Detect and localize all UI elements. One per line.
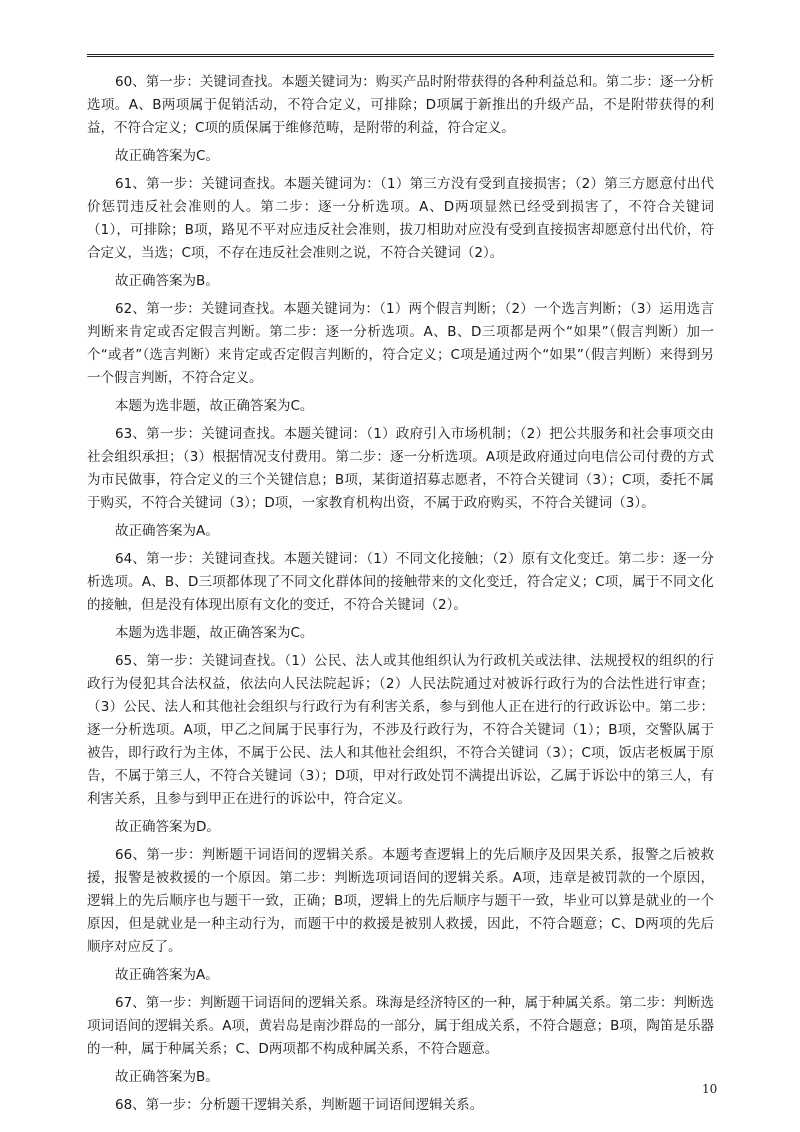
answer-explanation-61: 61、第一步：关键词查找。本题关键词为：（1）第三方没有受到直接损害；（2）第三方愿意付出代价惩罚违反社会准则的人。第二步：逐一分析选项。A、D两项显然已经受到损害了，不符合关键词（1），可排除；B项，路见不平对应违反社会准则，拔刀相助对应没有受到直接损害却愿意付出代价，符合定义，当选；C项，不存在违反社会准则之说，不符合关键词（2）。 xyxy=(87,176,714,261)
answer-explanation-67: 67、第一步：判断题干词语间的逻辑关系。珠海是经济特区的一种，属于种属关系。第二步：判断选项词语间的逻辑关系。A项，黄岩岛是南沙群岛的一部分，属于组成关系，不符合题意；B项，陶笛是乐器的一种，属于种属关系；C、D两项都不构成种属关系，不符合题意。 xyxy=(87,995,714,1057)
answer-line-62: 本题为选非题，故正确答案为C。 xyxy=(115,398,314,414)
answer-line-63: 故正确答案为A。 xyxy=(115,523,219,539)
document-body xyxy=(87,66,714,1117)
answer-explanation-60: 60、第一步：关键词查找。本题关键词为：购买产品时附带获得的各种利益总和。第二步：逐一分析选项。A、B两项属于促销活动，不符合定义，可排除；D项属于新推出的升级产品，不是附带获得的利益，不符合定义；C项的质保属于维修范畴，是附带的利益，符合定义。 xyxy=(87,74,714,136)
answer-explanation-62: 62、第一步：关键词查找。本题关键词为：（1）两个假言判断；（2）一个选言判断；（3）运用选言判断来肯定或否定假言判断。第二步：逐一分析选项。A、B、D三项都是两个“如果”（假言判断）加一个“或者”（选言判断）来肯定或否定假言判断的，符合定义；C项是通过两个“如果”（假言判断）来得到另一个假言判断，不符合定义。 xyxy=(87,301,714,386)
page-number: 10 xyxy=(702,1082,718,1096)
answer-line-64: 本题为选非题，故正确答案为C。 xyxy=(115,625,314,641)
answer-line-60: 故正确答案为C。 xyxy=(115,148,219,164)
answer-line-65: 故正确答案为D。 xyxy=(115,819,220,835)
header-rule xyxy=(87,54,714,57)
answer-explanation-68: 68、第一步：分析题干逻辑关系，判断题干词语间逻辑关系。 xyxy=(115,1097,484,1113)
answer-line-66: 故正确答案为A。 xyxy=(115,967,219,983)
answer-line-61: 故正确答案为B。 xyxy=(115,273,219,289)
answer-line-67: 故正确答案为B。 xyxy=(115,1069,219,1085)
answer-explanation-63: 63、第一步：关键词查找。本题关键词：（1）政府引入市场机制；（2）把公共服务和社会事项交由社会组织承担；（3）根据情况支付费用。第二步：逐一分析选项。A项是政府通过向电信公司付费的方式为市民做事，符合定义的三个关键信息；B项，某街道招募志愿者，不符合关键词（3）；C项，委托不属于购买，不符合关键词（3）；D项，一家教育机构出资，不属于政府购买，不符合关键词（3）。 xyxy=(87,426,714,511)
answer-explanation-66: 66、第一步：判断题干词语间的逻辑关系。本题考查逻辑上的先后顺序及因果关系，报警之后被救援，报警是被救援的一个原因。第二步：判断选项词语间的逻辑关系。A项，违章是被罚款的一个原因，逻辑上的先后顺序也与题干一致，正确；B项，逻辑上的先后顺序与题干一致，毕业可以算是就业的一个原因，但是就业是一种主动行为，而题干中的救援是被别人救援，因此，不符合题意；C、D两项的先后顺序对应反了。 xyxy=(87,847,714,955)
answer-explanation-65: 65、第一步：关键词查找。（1）公民、法人或其他组织认为行政机关或法律、法规授权的组织的行政行为侵犯其合法权益，依法向人民法院起诉；（2）人民法院通过对被诉行政行为的合法性进行审查；（3）公民、法人和其他社会组织与行政行为有利害关系，参与到他人正在进行的行政诉讼中。第二步：逐一分析选项。A项，甲乙之间属于民事行为，不涉及行政行为，不符合关键词（1）；B项，交警队属于被告，即行政行为主体，不属于公民、法人和其他社会组织，不符合关键词（3）；C项，饭店老板属于原告，不属于第三人，不符合关键词（3）；D项，甲对行政处罚不满提出诉讼，乙属于诉讼中的第三人，有利害关系，且参与到甲正在进行的诉讼中，符合定义。 xyxy=(87,653,714,807)
answer-explanation-64: 64、第一步：关键词查找。本题关键词：（1）不同文化接触；（2）原有文化变迁。第二步：逐一分析选项。A、B、D三项都体现了不同文化群体间的接触带来的文化变迁，符合定义；C项，属于不同文化的接触，但是没有体现出原有文化的变迁，不符合关键词（2）。 xyxy=(87,551,714,613)
